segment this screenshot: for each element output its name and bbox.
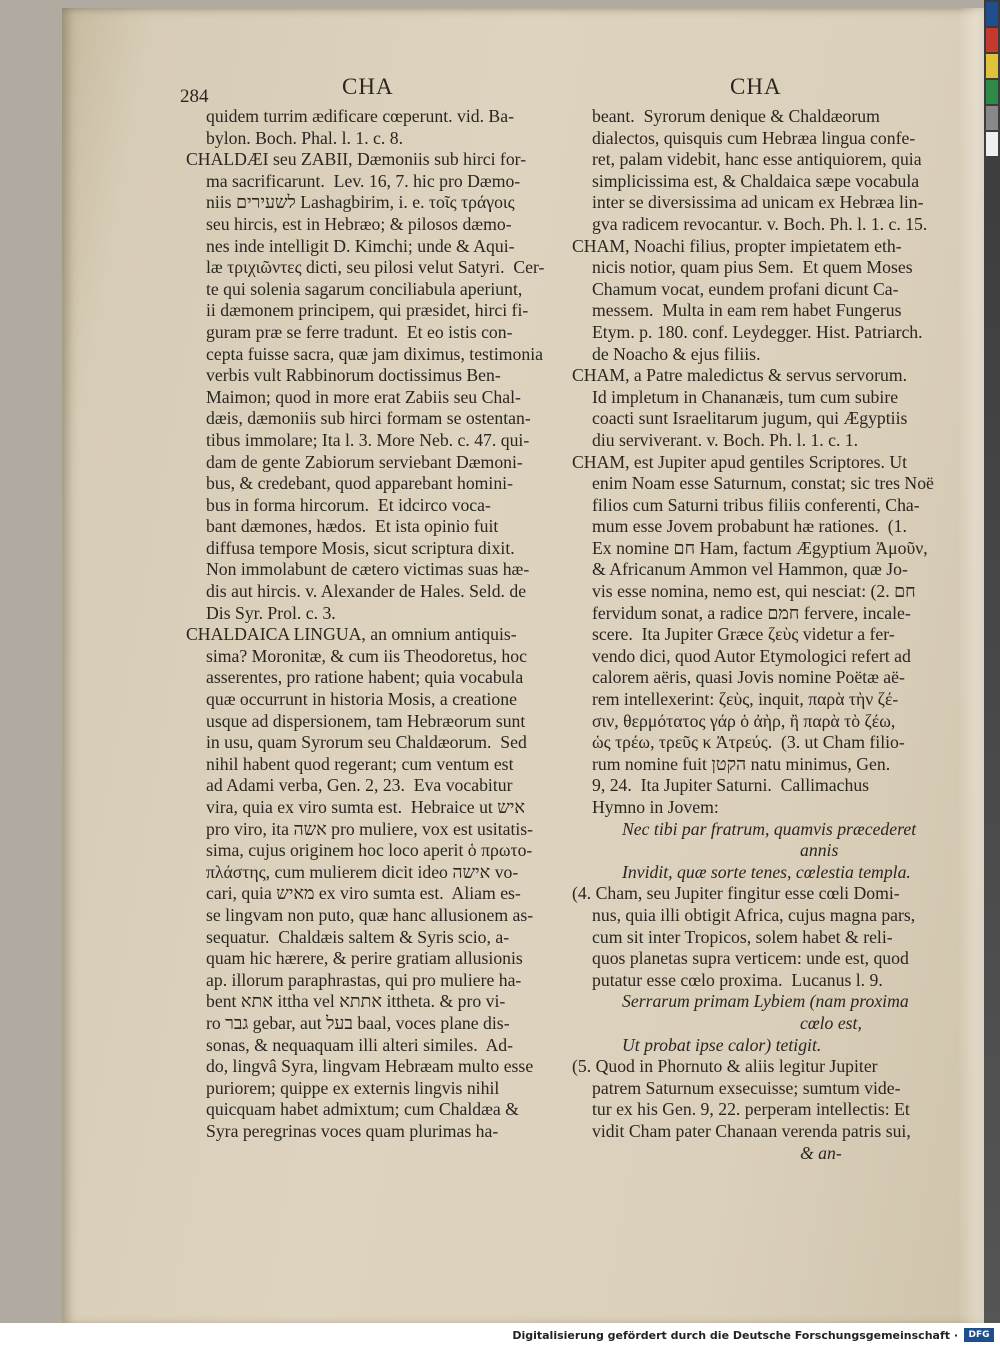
color-swatch xyxy=(986,28,998,52)
text-line: vendo dici, quod Autor Etymologici refert ad xyxy=(592,645,911,666)
text-line: diu serviverant. v. Boch. Ph. l. 1. c. 1. xyxy=(592,429,859,450)
text-line: quidem turrim ædificare cœperunt. vid. Ba- xyxy=(206,106,514,126)
text-line: mum esse Jovem probabunt hæ rationes. (1. xyxy=(592,516,907,537)
text-line: sonas, & nequaquam illi alteri similes. Ad- xyxy=(206,1034,514,1055)
text-line: ma sacrificarunt. Lev. 16, 7. hic pro Dæmo- xyxy=(206,170,521,191)
text-line: sequatur. Chaldæis saltem & Syris scio, a- xyxy=(206,926,510,947)
text-line: se lingvam non puto, quæ hanc allusionem as- xyxy=(206,904,534,925)
running-head-right: CHA xyxy=(730,74,782,99)
text-line: ap. illorum paraphrastas, qui pro muliere ha- xyxy=(206,969,522,990)
text-line: rum nomine fuit הקטן natu minimus, Gen. xyxy=(592,753,891,774)
text-line: & Africanum Ammon vel Hammon, quæ Jo- xyxy=(592,559,908,580)
text-line: de Noacho & ejus filiis. xyxy=(592,343,761,364)
text-line: (4. Cham, seu Jupiter fingitur esse cœli Domi- xyxy=(572,883,900,904)
text-line: diffusa tempore Mosis, sicut scriptura dixit. xyxy=(206,537,515,558)
text-line: Nec tibi par fratrum, quamvis præcederet xyxy=(622,818,917,839)
text-line: bent אתא ittha vel אתתא ittheta. & pro vi- xyxy=(206,991,506,1012)
scan-color-calibration-bar xyxy=(984,0,1000,1323)
text-line: patrem Saturnum exsecuisse; sumtum vide- xyxy=(592,1077,901,1098)
text-line: cepta fuisse sacra, quæ jam diximus, testimonia xyxy=(206,343,543,364)
color-swatch xyxy=(986,80,998,104)
text-line: filios cum Saturni tribus filiis conferenti, Cha- xyxy=(592,494,920,515)
text-line: & an- xyxy=(800,1142,842,1163)
text-line: tur ex his Gen. 9, 22. perperam intellectis: Et xyxy=(592,1099,910,1120)
text-line: nicis notior, quam pius Sem. Et quem Moses xyxy=(592,257,913,278)
text-line: ret, palam videbit, hanc esse antiquiorem, quia xyxy=(592,149,922,170)
right-text-column xyxy=(572,106,956,1164)
text-line: πλάστης, cum mulierem dicit ideo אישה vo- xyxy=(206,861,519,882)
text-line: 9, 24. Ita Jupiter Saturni. Callimachus xyxy=(592,775,870,796)
text-line: quæ occurrunt in historia Mosis, a creatione xyxy=(206,689,517,710)
footer-credit: Digitalisierung gefördert durch die Deutsche Forschungsgemeinschaft · xyxy=(512,1329,958,1342)
color-swatch xyxy=(986,54,998,78)
text-line: Ut probat ipse calor) tetigit. xyxy=(622,1034,822,1055)
text-line: Syra peregrinas voces quam plurimas ha- xyxy=(206,1120,499,1141)
text-line: bus in forma hircorum. Et idcirco voca- xyxy=(206,494,491,515)
text-line: nihil habent quod regerant; cum ventum est xyxy=(206,753,514,774)
text-line: quos planetas supra verticem: unde est, quod xyxy=(592,948,909,969)
text-line: CHAM, a Patre maledictus & servus servorum. xyxy=(572,365,908,386)
text-line: læ τριχιῶντες dicti, seu pilosi velut Satyri. Cer- xyxy=(206,257,545,278)
text-line: putatur esse cœlo proxima. Lucanus l. 9. xyxy=(592,969,883,990)
text-line: (5. Quod in Phornuto & aliis legitur Jupiter xyxy=(572,1056,878,1077)
text-line: do, lingvâ Syra, lingvam Hebræam multo esse xyxy=(206,1056,534,1077)
text-line: Id impletum in Chananæis, tum cum subire xyxy=(592,386,899,407)
text-line: ad Adami verba, Gen. 2, 23. Eva vocabitur xyxy=(206,775,513,796)
text-line: quicquam habet admixtum; cum Chaldæa & xyxy=(206,1099,519,1120)
text-line: bus, & credebant, quod apparebant homini- xyxy=(206,473,513,494)
text-line: vira, quia ex viro sumta est. Hebraice ut איש xyxy=(206,797,526,817)
text-line: dialectos, quisquis cum Hebræa lingua confe- xyxy=(592,127,916,148)
color-swatch xyxy=(986,106,998,130)
text-line: dæis, dæmoniis sub hirci formam se ostentan- xyxy=(206,408,531,429)
text-line: tibus immolare; Ita l. 3. More Neb. c. 47. qui- xyxy=(206,429,530,450)
text-line: cum sit inter Tropicos, solem habet & reli- xyxy=(592,926,893,947)
text-line: coacti sunt Israelitarum jugum, qui Ægyptiis xyxy=(592,408,908,429)
text-line: dis aut hircis. v. Alexander de Hales. Seld. de xyxy=(206,581,527,602)
left-text-column xyxy=(186,106,566,1143)
text-line: quam hic hærere, & perire gratiam allusionis xyxy=(206,948,523,969)
text-line: calorem aëris, quasi Jovis nomine Poëtæ aë- xyxy=(592,667,905,688)
color-swatch xyxy=(986,132,998,156)
text-line: te qui solenia sagarum conciliabula aperiunt, xyxy=(206,278,523,299)
text-line: inter se diversissima ad unicam ex Hebræa lin- xyxy=(592,192,924,213)
text-line: Serrarum primam Lybiem (nam proxima xyxy=(622,991,909,1012)
text-line: beant. Syrorum denique & Chaldæorum xyxy=(592,106,880,126)
text-line: Ex nomine חם Ham, factum Ægyptium Ἀμοῦν, xyxy=(592,537,928,558)
text-line: niis לשעירים Lashagbirim, i. e. τοῖς τράγοις xyxy=(206,192,515,213)
text-line: σιν, θερμότατος γάρ ὁ ἀὴρ, ἢ παρὰ τὸ ζέω, xyxy=(592,710,896,731)
text-line: bylon. Boch. Phal. l. 1. c. 8. xyxy=(206,127,404,148)
text-line: ii dæmonem principem, qui præsidet, hirci fi- xyxy=(206,300,529,321)
text-line: cari, quia מאיש ex viro sumta est. Aliam es- xyxy=(206,883,521,904)
text-line: fervidum sonat, a radice חמם fervere, incale- xyxy=(592,602,911,623)
text-line: vidit Cham pater Chanaan verenda patris sui, xyxy=(592,1120,911,1141)
text-line: verbis vult Rabbinorum doctissimus Ben- xyxy=(206,365,501,386)
color-swatch xyxy=(986,2,998,26)
text-line: in usu, quam Syrorum seu Chaldæorum. Sed xyxy=(206,732,527,753)
text-line: seu hircis, est in Hebræo; & pilosos dæmo- xyxy=(206,213,512,234)
text-line: Non immolabunt de cætero victimas suas hæ- xyxy=(206,559,530,580)
text-line: Etym. p. 180. conf. Leydegger. Hist. Patriarch. xyxy=(592,321,923,342)
text-line: puriorem; quippe ex externis lingvis nihil xyxy=(206,1077,500,1098)
text-line: CHALDAICA LINGUA, an omnium antiquis- xyxy=(186,624,517,645)
text-line: annis xyxy=(800,840,839,861)
text-line: CHALDÆI seu ZABII, Dæmoniis sub hirci for- xyxy=(186,149,527,170)
text-line: Hymno in Jovem: xyxy=(592,797,719,817)
text-line: cœlo est, xyxy=(800,1012,862,1033)
text-line: scere. Ita Jupiter Græce ζεὺς videtur a fer- xyxy=(592,624,895,645)
text-line: Dis Syr. Prol. c. 3. xyxy=(206,602,336,623)
running-head-left: CHA xyxy=(342,74,394,99)
text-line: enim Noam esse Saturnum, constat; sic tres Noë xyxy=(592,473,934,494)
text-line: asserentes, pro ratione habent; quia vocabula xyxy=(206,667,524,688)
text-line: gva radicem revocantur. v. Boch. Ph. l. 1. c. 15. xyxy=(592,213,928,234)
text-line: bant dæmones, hædos. Et ista opinio fuit xyxy=(206,516,499,537)
text-line: vis esse nomina, nemo est, qui nesciat: (2. חם xyxy=(592,581,916,602)
text-line: pro viro, ita אשה pro muliere, vox est usitatis- xyxy=(206,818,534,839)
text-line: dam de gente Zabiorum serviebant Dæmoni- xyxy=(206,451,523,472)
text-line: simplicissima est, & Chaldaica sæpe vocabula xyxy=(592,170,920,191)
text-line: nus, quia illi obtigit Africa, cujus magna pars, xyxy=(592,904,916,925)
text-line: guram præ se ferre tradunt. Et eo istis con- xyxy=(206,321,513,342)
text-line: messem. Multa in eam rem habet Fungerus xyxy=(592,300,902,321)
text-line: rem intellexerint: ζεὺς, inquit, παρὰ τὴν ζέ- xyxy=(592,689,899,710)
text-line: ro גבר gebar, aut בעל baal, voces plane dis- xyxy=(206,1012,510,1033)
text-line: Invidit, quæ sorte tenes, cœlestia templa. xyxy=(622,861,911,882)
text-line: CHAM, est Jupiter apud gentiles Scriptores. Ut xyxy=(572,451,908,472)
text-line: Maimon; quod in more erat Zabiis seu Chal- xyxy=(206,386,521,407)
text-line: sima? Moronitæ, & cum iis Theodoretus, hoc xyxy=(206,645,527,666)
page-number: 284 xyxy=(180,86,209,107)
text-line: Chamum vocat, eundem profani dicunt Ca- xyxy=(592,278,899,299)
footer-bar xyxy=(0,1323,1000,1347)
text-line: CHAM, Noachi filius, propter impietatem eth- xyxy=(572,235,902,256)
text-line: nes inde intelligit D. Kimchi; unde & Aqui- xyxy=(206,235,515,256)
text-line: sima, cujus originem hoc loco aperit ὁ πρωτο- xyxy=(206,840,533,861)
text-line: ὡς τρέω, τρεῦς κ Ἀτρεύς. (3. ut Cham filio- xyxy=(592,732,905,753)
dfg-logo: DFG xyxy=(964,1328,994,1342)
text-line: usque ad dispersionem, tam Hebræorum sunt xyxy=(206,710,526,731)
